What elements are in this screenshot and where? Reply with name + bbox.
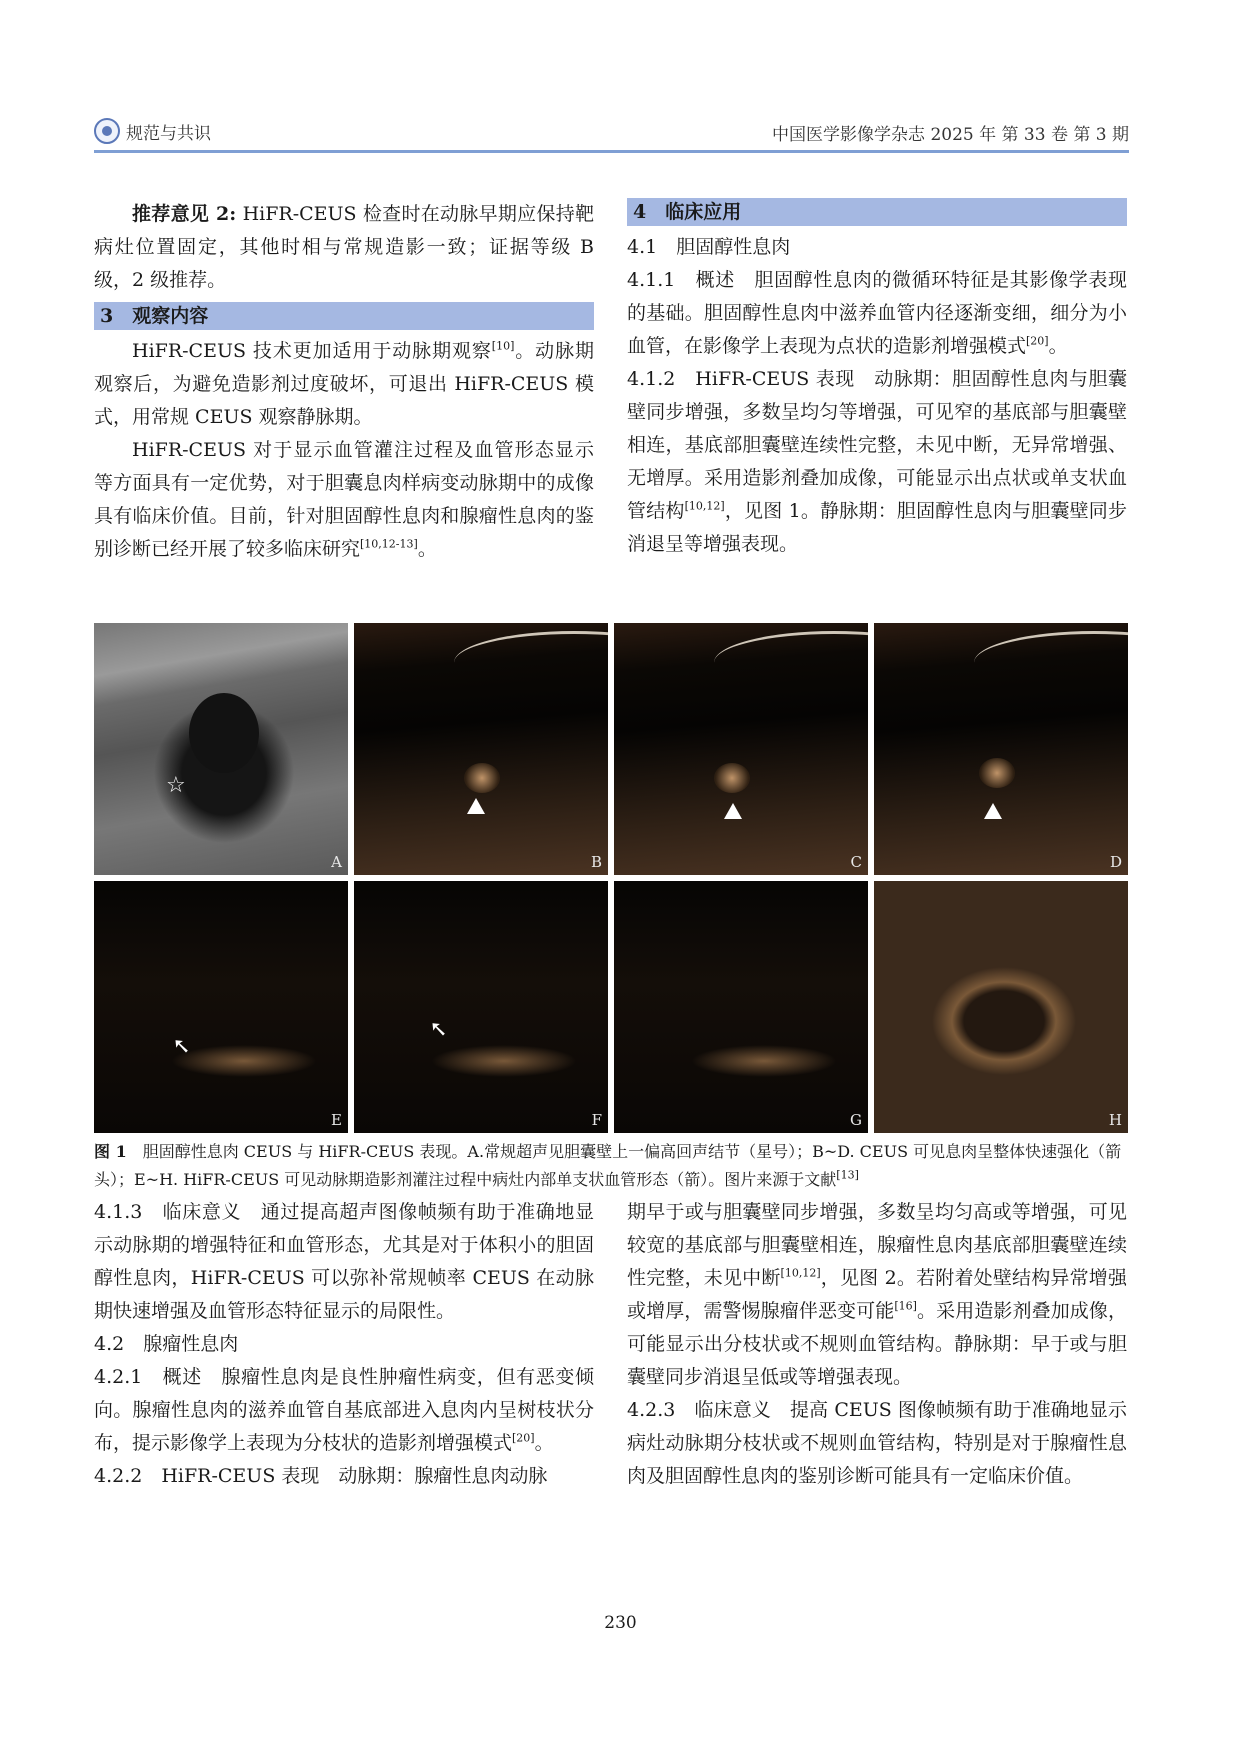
wall-echo [974,631,1128,694]
text: HiFR-CEUS 对于显示血管灌注过程及血管形态显示等方面具有一定优势，对于胆囊息肉样病变动脉期中的成像具有临床价值。目前，针对胆固醇性息肉和腺瘤性息肉的鉴别诊断已经开展了较多临床研究 [94,439,594,560]
panel-label: B [590,853,602,871]
section-4-heading: 4 临床应用 [627,198,1127,226]
subsection-4-2-1 [94,1361,594,1460]
subsection-4-2-2: 4.2.2 HiFR-CEUS 表现 动脉期：腺瘤性息肉动脉 [94,1465,548,1487]
panel-e-image [94,881,348,1133]
header-rule [94,150,1129,153]
paragraph [627,1196,1127,1394]
citation: [13] [836,1168,859,1182]
panel-a-image [94,623,348,875]
subsection-4-2: 4.2 腺瘤性息肉 [94,1333,239,1355]
polyp-enhancement [979,758,1015,788]
panel-label: D [1109,853,1122,871]
panel-c-image [614,623,868,875]
text: 。采用造影剂叠加成像，可能显示出分枝状或不规则血管结构。静脉期：早于或与胆囊壁同步消退呈低或等增强表现。 [627,1300,1127,1388]
right-column-bottom [627,1196,1127,1493]
citation: [10,12] [780,1266,821,1280]
subsection-4-2-3: 4.2.3 临床意义 提高 CEUS 图像帧频有助于准确地显示病灶动脉期分枝状或不规则血管结构，特别是对于腺瘤性息肉及胆固醇性息肉的鉴别诊断可能具有一定临床价值。 [627,1399,1127,1487]
panel-label: H [1108,1111,1122,1129]
left-column-bottom [94,1196,594,1493]
recommendation-2 [94,198,594,297]
panel-h-image [874,881,1128,1133]
text: 期早于或与胆囊壁同步增强，多数呈均匀高或等增强，可见较宽的基底部与胆囊壁相连，腺瘤性息肉基底部胆囊壁连续性完整，未见中断 [627,1201,1127,1289]
panel-label: E [331,1111,342,1129]
subsection-4-1-3: 4.1.3 临床意义 通过提高超声图像帧频有助于准确地显示动脉期的增强特征和血管形态，尤其是对于体积小的胆固醇性息肉，HiFR-CEUS 可以弥补常规帧率 CEUS 在动脉期快速增强及血管形态特征显示的局限性。 [94,1201,594,1322]
panel-g-image [614,881,868,1133]
arrowhead-icon [984,803,1002,819]
rec2-label: 推荐意见 2: [132,203,237,225]
text: ，见图 2。若附着处壁结构异常增强或增厚，需警惕腺瘤伴恶变可能 [627,1267,1127,1322]
figure-caption [94,1138,1129,1194]
arrow-icon: ➘ [429,1016,448,1041]
page-number: 230 [604,1613,637,1633]
text: HiFR-CEUS 技术更加适用于动脉期观察 [132,340,492,362]
citation: [20] [1026,334,1049,348]
section-3-heading: 3 观察内容 [94,302,594,330]
citation: [16] [894,1299,917,1313]
journal-info: 中国医学影像学杂志 2025 年 第 33 卷 第 3 期 [772,125,1129,145]
citation: [10,12-13] [360,537,418,551]
text: ，见图 1。静脉期：胆固醇性息肉与胆囊壁同步消退呈等增强表现。 [627,500,1127,555]
gallbladder-lumen [189,693,259,773]
text: 。 [534,1432,554,1454]
text: 4.1.1 概述 胆固醇性息肉的微循环特征是其影像学表现的基础。胆固醇性息肉中滋养血管内径逐渐变细，细分为小血管，在影像学上表现为点状的造影剂增强模式 [627,269,1127,357]
panel-label: A [331,853,342,871]
polyp-enhancement [714,763,750,793]
text: 。动脉期观察后，为避免造影剂过度破坏，可退出 HiFR-CEUS 模式，用常规 CEUS 观察静脉期。 [94,340,594,428]
arrowhead-icon [467,798,485,814]
wall-echo [454,631,608,694]
subsection-4-1: 4.1 胆固醇性息肉 [627,236,791,258]
citation: [20] [512,1431,535,1445]
polyp-enhancement [464,763,500,793]
wall-echo [714,631,868,694]
caption-label: 图 1 [94,1142,127,1161]
citation: [10] [491,339,515,353]
left-column-top [94,198,594,566]
section-tag-label: 规范与共识 [126,123,211,144]
panel-label: C [850,853,862,871]
paragraph [94,335,594,434]
text: 4.2.1 概述 腺瘤性息肉是良性肿瘤性病变，但有恶变倾向。腺瘤性息肉的滋养血管自基底部进入息肉内呈树枝状分布，提示影像学上表现为分枝状的造影剂增强模式 [94,1366,594,1454]
panel-label: F [591,1111,602,1129]
journal-logo-icon [94,118,120,144]
paragraph [94,434,594,566]
panel-f-image [354,881,608,1133]
citation: [10,12] [684,499,725,513]
subsection-4-1-1 [627,264,1127,363]
panel-d-image [874,623,1128,875]
rec2-text: HiFR-CEUS 检查时在动脉早期应保持靶病灶位置固定，其他时相与常规造影一致；证据等级 B 级，2 级推荐。 [94,203,594,291]
subsection-4-1-2 [627,363,1127,561]
panel-b-image [354,623,608,875]
panel-label: G [850,1111,862,1129]
arrow-icon: ➘ [172,1033,191,1058]
text: 4.1.2 HiFR-CEUS 表现 动脉期：胆固醇性息肉与胆囊壁同步增强，多数呈均匀等增强，可见窄的基底部与胆囊壁相连，基底部胆囊壁连续性完整，未见中断，无异常增强、无增厚。采用造影剂叠加成像，可能显示出点状或单支状血管结构 [627,368,1127,522]
arrowhead-icon [724,803,742,819]
right-column-top [627,198,1127,561]
caption-text: 胆固醇性息肉 CEUS 与 HiFR-CEUS 表现。A.常规超声见胆囊壁上一偏高回声结节（星号）；B~D. CEUS 可见息肉呈整体快速强化（箭头）；E~H. HiFR-CEUS 可见动脉期造影剂灌注过程中病灶内部单支状血管形态（箭）。图片来源于文献 [94,1142,1122,1189]
text: 。 [417,538,437,560]
section-tag [94,118,211,144]
star-icon: ☆ [166,773,186,798]
figure-1 [94,623,1129,1133]
text: 。 [1048,335,1068,357]
